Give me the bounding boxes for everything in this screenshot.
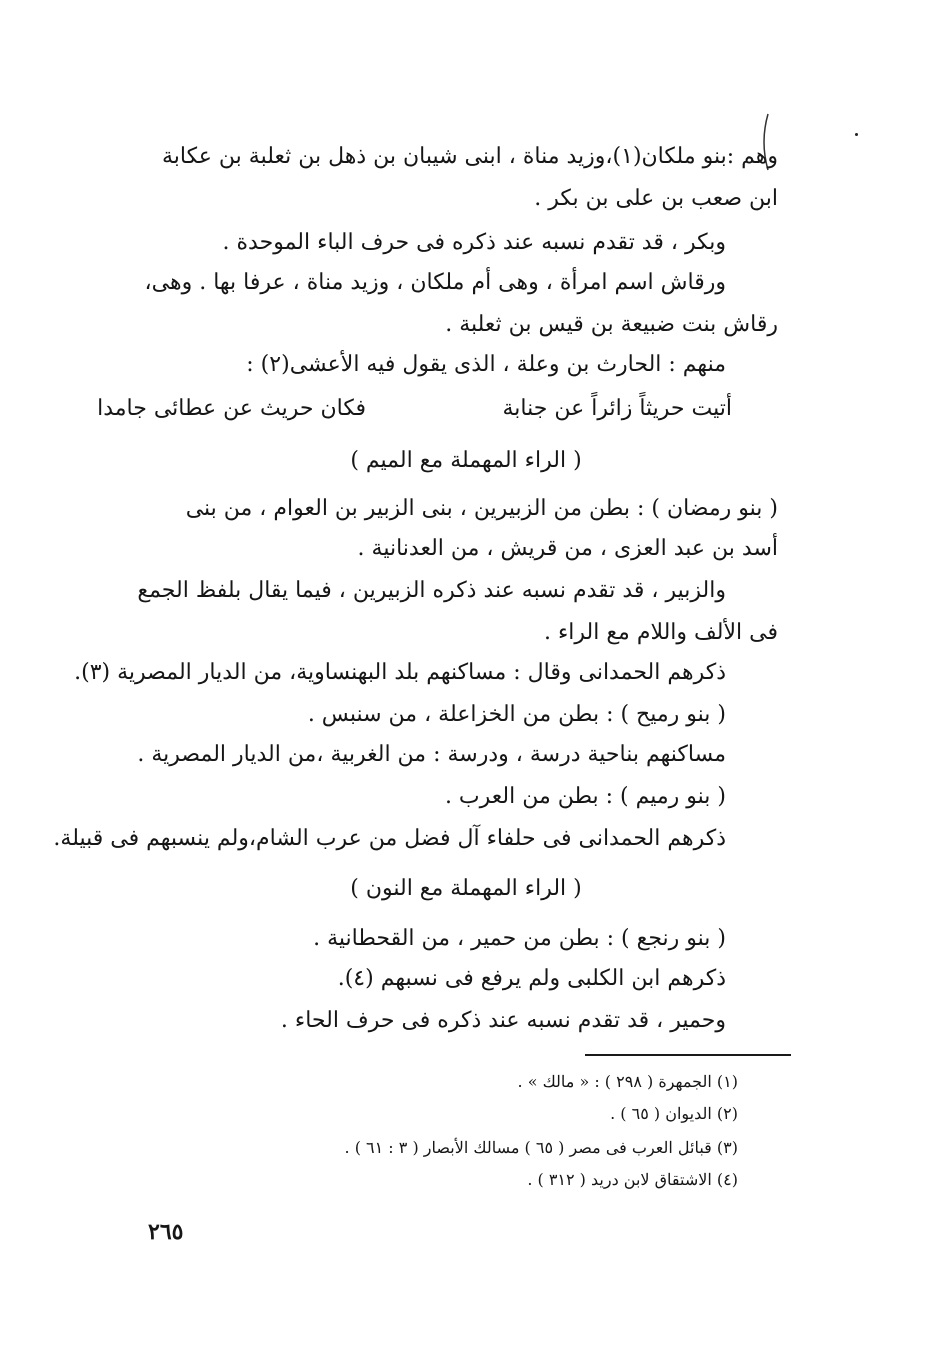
text-line: ابن صعب بن على بن بكر .	[534, 186, 778, 211]
text-line: والزبير ، قد تقدم نسبه عند ذكره الزبيرين ، فيما يقال بلفظ الجمع	[137, 578, 726, 603]
footnote-rule	[585, 1054, 791, 1056]
text-line: ( بنو رمضان ) : بطن من الزبيرين ، بنى الزبير بن العوام ، من بنى	[185, 496, 778, 521]
text-line: وبكر ، قد تقدم نسبه عند ذكره فى حرف الباء الموحدة .	[222, 230, 726, 255]
text-line: ورقاش اسم امرأة ، وهى أم ملكان ، وزيد مناة ، عرفا بها . وهى،	[144, 270, 726, 295]
text-line: وهم :بنو ملكان(١)،وزيد مناة ، ابنى شيبان بن ذهل بن ثعلبة بن عكابة	[162, 144, 778, 169]
section-heading: ( الراء المهملة مع الميم )	[350, 448, 582, 473]
text-line: وحمير ، قد تقدم نسبه عند ذكره فى حرف الحاء .	[280, 1008, 726, 1033]
footnote: (٢) الديوان ( ٦٥ ) .	[610, 1104, 738, 1123]
footnote: (٣) قبائل العرب فى مصر ( ٦٥ ) مسالك الأبصار ( ٣ : ٦١ ) .	[344, 1138, 738, 1157]
text-line: ذكرهم الحمدانى فى حلفاء آل فضل من عرب الشام،ولم ينسبهم فى قبيلة.	[53, 826, 726, 851]
section-heading: ( الراء المهملة مع النون )	[350, 876, 582, 901]
text-line: ( بنو رميح ) : بطن من الخزاعلة ، من سنبس .	[307, 702, 726, 727]
text-line: ذكرهم ابن الكلبى ولم يرفع فى نسبهم (٤).	[337, 966, 726, 991]
text-line: منهم : الحارث بن وعلة ، الذى يقول فيه الأعشى(٢) :	[246, 352, 726, 377]
text-line: ذكرهم الحمدانى وقال : مساكنهم بلد البهنساوية، من الديار المصرية (٣).	[74, 660, 726, 685]
speck	[855, 133, 858, 136]
footnote: (٤) الاشتقاق لابن دريد ( ٣١٢ ) .	[527, 1170, 738, 1189]
verse-hemistich-right: أتيت حريثاً زائراً عن جنابة	[502, 396, 732, 421]
text-line: رقاش بنت ضبيعة بن قيس بن ثعلبة .	[445, 312, 778, 337]
text-line: مساكنهم بناحية درسة ، ودرسة : من الغربية ،من الديار المصرية .	[137, 742, 726, 767]
text-line: ( بنو رنجع ) : بطن من حمير ، من القحطانية .	[313, 926, 726, 951]
text-line: أسد بن عبد العزى ، من قريش ، من العدنانية .	[357, 536, 778, 561]
page-number: ٢٦٥	[148, 1219, 184, 1245]
text-line: ( بنو رميم ) : بطن من العرب .	[444, 784, 726, 809]
text-line: فى الألف واللام مع الراء .	[543, 620, 778, 645]
footnote: (١) الجمهرة ( ٢٩٨ ) : « مالك » .	[517, 1072, 738, 1091]
verse-hemistich-left: فكان حريث عن عطائى جامدا	[97, 396, 366, 421]
